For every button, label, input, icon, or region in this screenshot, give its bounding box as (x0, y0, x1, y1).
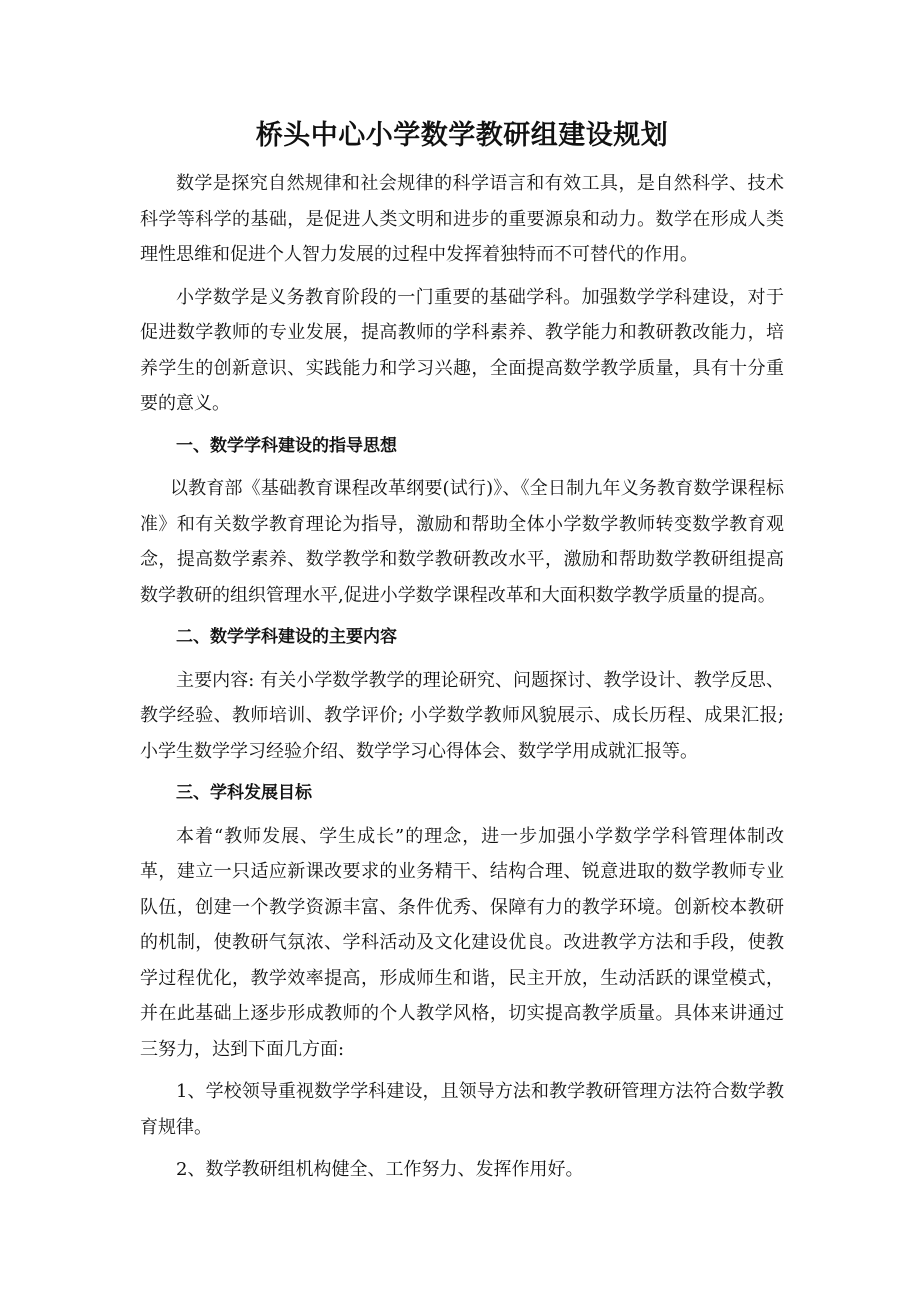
intro-paragraph-2: 小学数学是义务教育阶段的一门重要的基础学科。加强数学学科建设，对于促进数学教师的专业发展，提高教师的学科素养、教学能力和教研教改能力，培养学生的创新意识、实践能力和学习兴趣，全面提高数学教学质量，具有十分重要的意义。 (140, 286, 784, 414)
section-heading-guiding-ideology: 一、数学学科建设的指导思想 (176, 435, 397, 456)
section-heading-main-content: 二、数学学科建设的主要内容 (176, 627, 397, 647)
document-title: 桥头中心小学数学教研组建设规划 (255, 120, 669, 151)
section-3-list-item-1: 1、学校领导重视数学学科建设，且领导方法和教学教研管理方法符合数学教育规律。 (140, 1081, 784, 1138)
section-3-paragraph-1: 本着“教师发展、学生成长”的理念，进一步加强小学数学学科管理体制改革，建立一只适应新课改要求的业务精干、结构合理、锐意进取的数学教师专业队伍，创建一个教学资源丰富、条件优秀、保障有力的教学环境。创新校本教研的机制，使教研气氛浓、学科活动及文化建设优良。改进教学方法和手段，使教学过程优化，教学效率提高，形成师生和谐，民主开放，生动活跃的课堂模式，并在此基础上逐步形成教师的个人教学风格，切实提高教学质量。具体来讲通过三努力，达到下面几方面: (140, 825, 784, 1060)
document-body (140, 112, 784, 1195)
section-2-paragraph: 主要内容: 有关小学数学教学的理论研究、问题探讨、教学设计、教学反思、教学经验、教师培训、教学评价; 小学数学教师风貌展示、成长历程、成果汇报; 小学生数学学习经验介绍、数学学习心得体会、数学学用成就汇报等。 (140, 669, 784, 762)
section-1-paragraph: 以教育部《基础教育课程改革纲要(试行)》、《全日制九年义务教育数学课程标准》和有关数学教育理论为指导，激励和帮助全体小学数学教师转变数学教育观念，提高数学素养、数学教学和数学教研教改水平，激励和帮助数学教研组提高数学教研的组织管理水平,促进小学数学课程改革和大面积数学教学质量的提高。 (140, 478, 784, 606)
intro-paragraph-1: 数学是探究自然规律和社会规律的科学语言和有效工具，是自然科学、技术科学等科学的基础，是促进人类文明和进步的重要源泉和动力。数学在形成人类理性思维和促进个人智力发展的过程中发挥着独特而不可替代的作用。 (140, 173, 784, 265)
section-heading-development-goals: 三、学科发展目标 (176, 783, 312, 803)
section-3-list-item-2: 2、数学教研组机构健全、工作努力、发挥作用好。 (176, 1159, 584, 1180)
